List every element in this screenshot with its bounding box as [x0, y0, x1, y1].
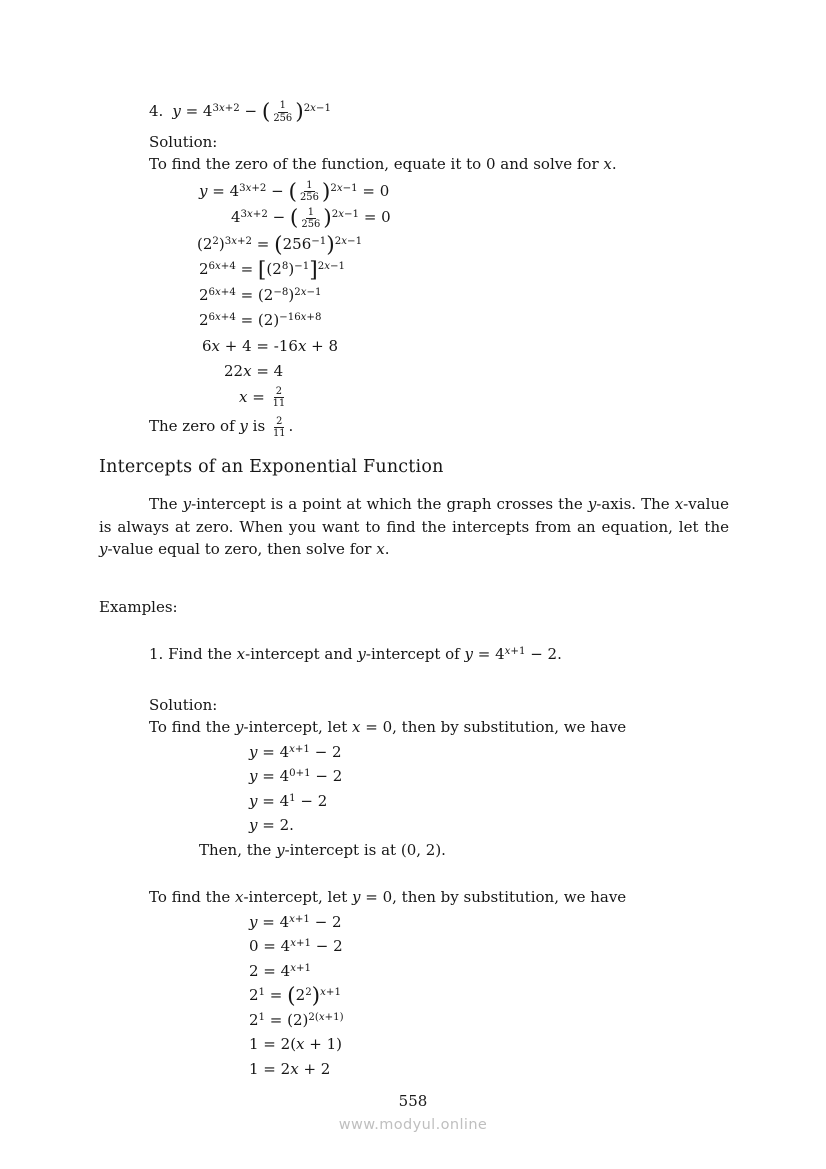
equation-step: $4^{3x+2}$ − ( $\frac{1}{256}$ )$^{2x-1}$ = 0	[231, 205, 391, 231]
equation-step: 1 = 2x + 2	[249, 1059, 331, 1078]
equation-step: y = 2.	[249, 816, 294, 835]
section-intro: The y-intercept is a point at which the graph crosses the y-axis. The x-value is always at zero. When you want to find the intercepts from an equation, let the y-value equal to zero, then solve for x.	[99, 495, 729, 559]
problem-4-expression: $y = 4^{3x+2}$ − ( $\frac{1}{256}$ )$^{2x-1}$	[172, 99, 331, 125]
problem-4-instruction: To find the zero of the function, equate it to 0 and solve for x.	[149, 155, 617, 174]
equation-step: 6x + 4 = -16x + 8	[202, 336, 339, 355]
equation-step: $2^{6x+4} = (2^{-8})^{2x-1}$	[199, 285, 322, 304]
equation-step: $y = 4^{0+1} - 2$	[249, 767, 343, 786]
equation-step: $2^1 = (2)^{2(x+1)}$	[249, 1010, 344, 1029]
equation-step: $2 = 4^{x+1}$	[249, 961, 311, 980]
watermark: www.modyul.online	[338, 1117, 488, 1133]
problem-4-statement	[149, 100, 729, 124]
y-intercept-solution	[99, 716, 729, 861]
page-footer	[0, 1092, 826, 1133]
problem-4-number: 4.	[149, 102, 164, 120]
equation-step: $2^{6x+4} = (2)^{-16x+8}$	[199, 311, 322, 330]
equation-step: $y = 4^1 - 2$	[249, 791, 328, 810]
example-1-statement: 1. Find the x-intercept and y-intercept of $y = 4^{x+1} - 2$.	[149, 645, 562, 664]
y-intercept-conclusion: Then, the y-intercept is at (0, 2).	[199, 840, 446, 859]
problem-4	[99, 100, 729, 439]
solution-label: Solution:	[149, 695, 218, 714]
equation-step: $2^{6x+4} = [(2^8)^{-1}]^{2x-1}$	[199, 257, 345, 283]
x-intercept-intro: To find the x-intercept, let y = 0, then by substitution, we have	[149, 888, 627, 907]
problem-4-conclusion: The zero of y is $\frac{2}{11}$ .	[149, 415, 294, 439]
example-1	[99, 643, 729, 1080]
equation-step: $(2^2)^{3x+2} = (256^{-1})^{2x-1}$	[197, 232, 363, 258]
page-number: 558	[398, 1092, 428, 1110]
solution-label: Solution:	[149, 132, 218, 151]
equation-step: $0 = 4^{x+1} - 2$	[249, 937, 343, 956]
problem-4-steps	[99, 180, 729, 410]
examples-label: Examples:	[99, 597, 178, 616]
equation-step: $y = 4^{x+1} - 2$	[249, 742, 342, 761]
x-intercept-solution	[99, 886, 729, 1080]
equation-step: $y = 4^{3x+2}$ − ( $\frac{1}{256}$ )$^{2x-1}$ = 0	[199, 179, 390, 205]
equation-step: x = $\frac{2}{11}$	[239, 386, 286, 410]
page-content	[99, 100, 729, 1082]
y-intercept-intro: To find the y-intercept, let x = 0, then by substitution, we have	[149, 718, 627, 737]
section-heading: Intercepts of an Exponential Function	[99, 456, 444, 477]
equation-step: 1 = 2(x + 1)	[249, 1035, 343, 1054]
equation-step: $y = 4^{x+1} - 2$	[249, 912, 342, 931]
equation-step: 22x = 4	[224, 362, 284, 381]
equation-step: $2^1 = (2^2)^{x+1}$	[249, 983, 341, 1009]
